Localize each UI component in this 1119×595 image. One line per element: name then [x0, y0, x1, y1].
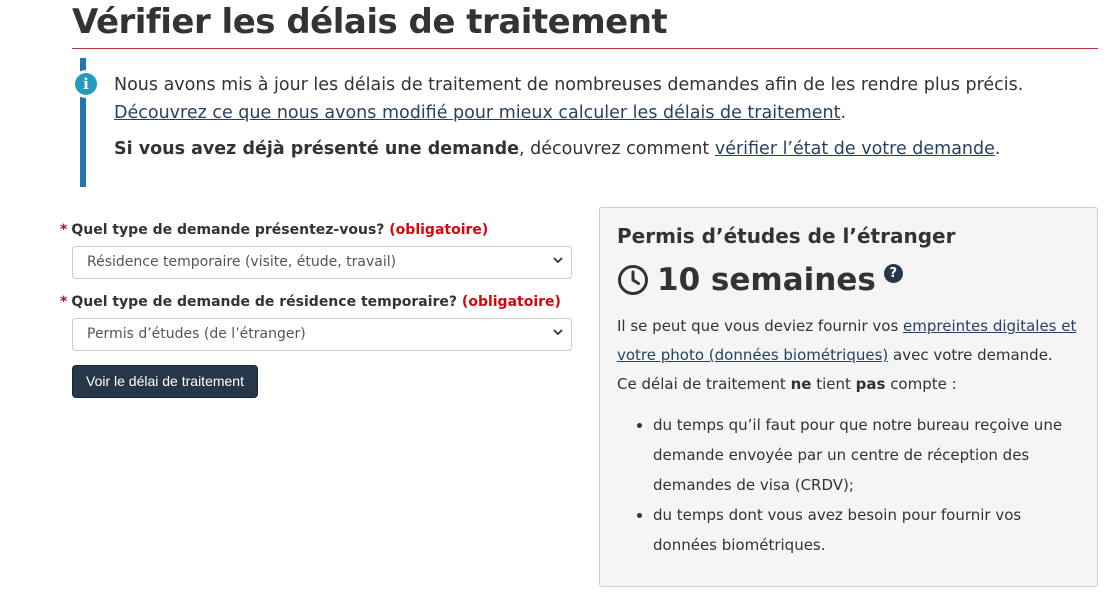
q2-label-text: Quel type de demande de résidence temporaire? [71, 294, 458, 310]
required-text: (obligatoire) [461, 294, 561, 310]
alert-paragraph-2 [114, 135, 1089, 163]
alert-punct: . [840, 103, 847, 123]
chevron-down-icon [552, 319, 564, 350]
alert-text: , découvrez comment [519, 139, 715, 159]
q2-label [60, 294, 561, 310]
alert-punct: . [994, 139, 1001, 159]
page-title: Vérifier les délais de traitement [72, 2, 668, 42]
duration-value: 10 semaines [657, 262, 876, 298]
intro-text: tient [811, 375, 856, 393]
info-icon: i [75, 73, 97, 95]
list-item: • du temps dont vous avez besoin pour fournir vos données biométriques. [653, 500, 1087, 560]
alert-paragraph-1 [114, 71, 1089, 127]
q1-label [60, 222, 488, 238]
intro-text: Ce délai de traitement [617, 375, 791, 393]
list-item: • du temps qu’il faut pour que notre bureau reçoive une demande envoyée par un centre de réception des demandes de visa (CRDV); [653, 410, 1087, 500]
q1-label-text: Quel type de demande présentez-vous? [71, 222, 385, 238]
title-divider [72, 48, 1098, 49]
processing-duration [617, 260, 903, 300]
application-type-value: Résidence temporaire (visite, étude, travail) [87, 254, 397, 270]
biometrics-note [617, 312, 1087, 370]
info-alert [80, 58, 1090, 187]
processing-time-panel [599, 207, 1098, 587]
application-type-select[interactable] [72, 246, 572, 279]
alert-bold-text: Si vous avez déjà présenté une demande [114, 139, 520, 159]
intro-bold: ne [790, 375, 812, 393]
alert-text: Nous avons mis à jour les délais de traitement de nombreuses demandes afin de les rendre plus précis. [114, 75, 1024, 95]
biometrics-link[interactable]: empreintes digitales et votre photo (données biométriques) [617, 317, 1077, 364]
exclusions-list [617, 410, 1087, 560]
required-text: (obligatoire) [389, 222, 489, 238]
exclusions-intro [617, 370, 1087, 399]
intro-bold: pas [855, 375, 886, 393]
see-processing-time-button[interactable]: Voir le délai de traitement [72, 365, 258, 398]
temporary-residence-type-select[interactable] [72, 318, 572, 351]
result-title: Permis d’études de l’étranger [617, 224, 956, 248]
chevron-down-icon [552, 247, 564, 278]
note-text: avec votre demande. [888, 346, 1053, 364]
required-asterisk: * [60, 294, 68, 310]
intro-text: compte : [885, 375, 957, 393]
question-icon[interactable]: ? [884, 264, 903, 283]
check-status-link[interactable]: vérifier l’état de votre demande [714, 139, 995, 159]
note-text: Il se peut que vous deviez fournir vos [617, 317, 904, 335]
temporary-residence-type-value: Permis d’études (de l’étranger) [87, 326, 306, 342]
changes-link[interactable]: Découvrez ce que nous avons modifié pour mieux calculer les délais de traitement [114, 103, 841, 123]
clock-icon [617, 264, 649, 296]
required-asterisk: * [60, 222, 68, 238]
